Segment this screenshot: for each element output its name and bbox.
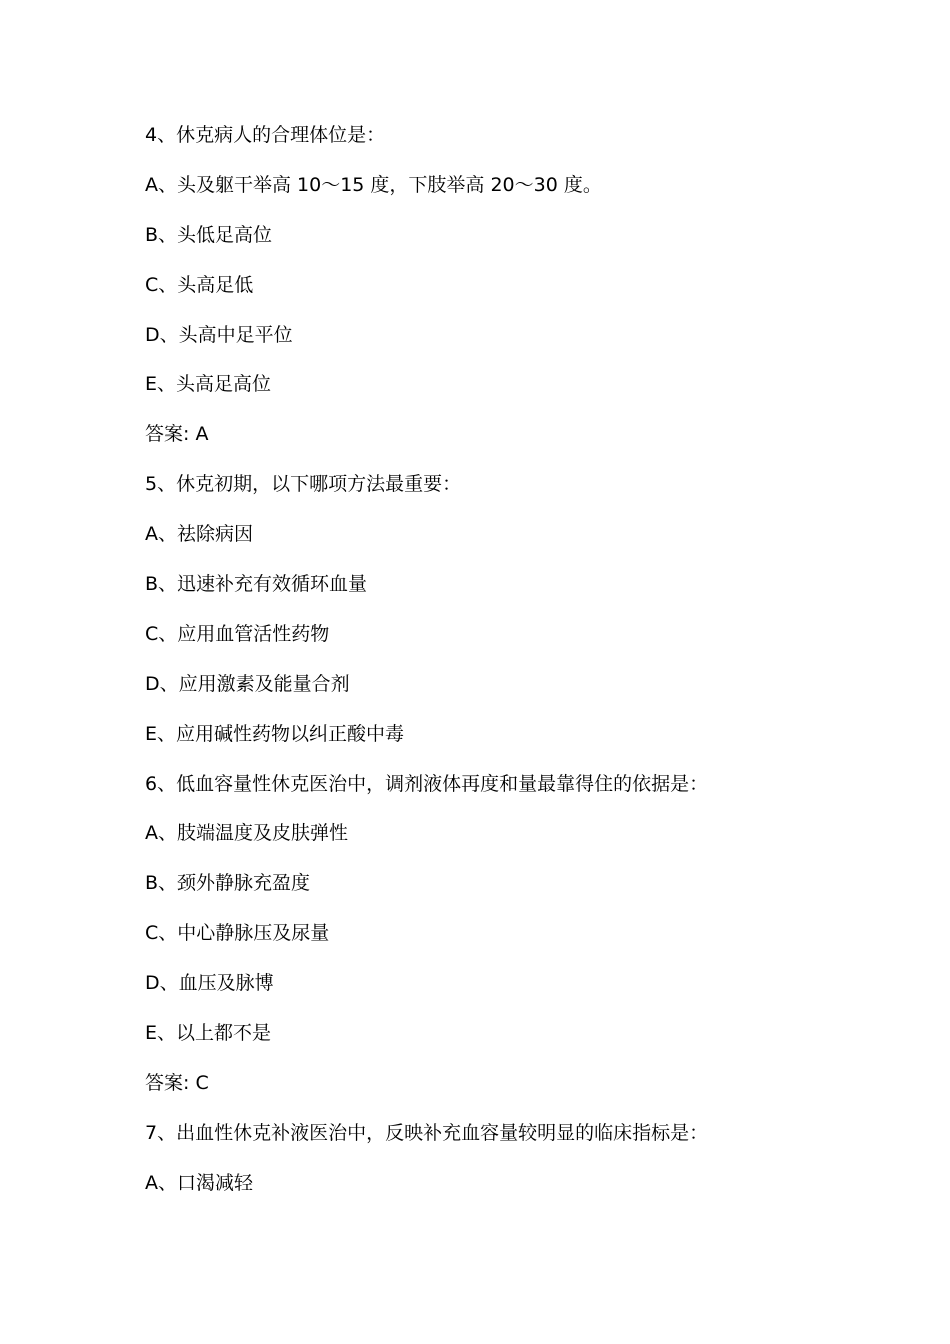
document-body <box>145 118 865 1216</box>
question-7-option-a: A、口渴减轻 <box>145 1171 253 1194</box>
question-6-option-d: D、血压及脉博 <box>145 972 274 995</box>
question-4-stem: 4、休克病人的合理体位是： <box>145 124 386 146</box>
question-5-option-a: A、祛除病因 <box>145 523 253 546</box>
question-5-option-d: D、应用激素及能量合剂 <box>145 672 350 695</box>
question-4-option-b: B、头低足高位 <box>145 223 273 246</box>
question-6-option-b: B、颈外静脉充盈度 <box>145 872 311 895</box>
question-5-option-c: C、应用血管活性药物 <box>145 622 330 645</box>
question-5-option-e: E、应用碱性药物以纠正酸中毒 <box>145 722 405 745</box>
question-5-option-b: B、迅速补充有效循环血量 <box>145 573 368 596</box>
question-6-answer: 答案: C <box>145 1071 209 1094</box>
question-6-option-c: C、中心静脉压及尿量 <box>145 922 330 945</box>
question-4-option-e: E、头高足高位 <box>145 373 272 396</box>
question-7-stem: 7、出血性休克补液医治中，反映补充血容量较明显的临床指标是： <box>145 1121 709 1144</box>
question-4-option-c: C、头高足低 <box>145 273 254 296</box>
question-4-answer: 答案: A <box>145 423 209 446</box>
question-6-option-e: E、以上都不是 <box>145 1022 272 1045</box>
question-4-option-a: A、头及躯干举高 10～15 度，下肢举高 20～30 度。 <box>145 173 602 196</box>
question-4-option-d: D、头高中足平位 <box>145 323 293 346</box>
question-6-stem: 6、低血容量性休克医治中，调剂液体再度和量最靠得住的依据是： <box>145 772 709 795</box>
question-6-option-a: A、肢端温度及皮肤弹性 <box>145 822 348 845</box>
question-5-stem: 5、休克初期，以下哪项方法最重要： <box>145 473 462 496</box>
